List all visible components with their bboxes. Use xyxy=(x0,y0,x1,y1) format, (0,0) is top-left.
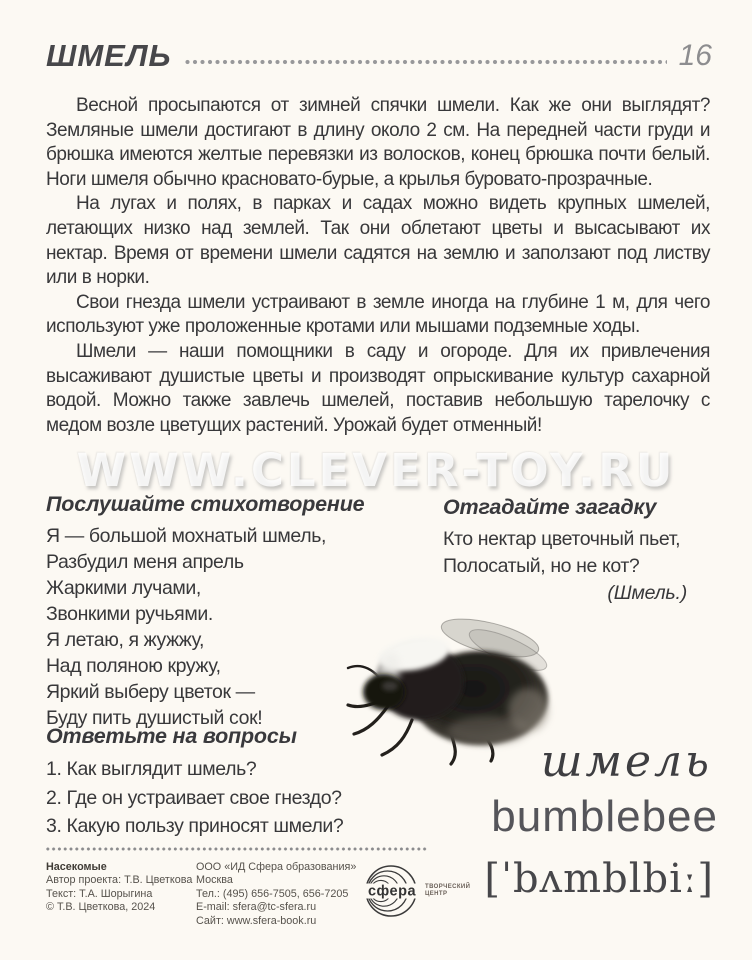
poem-heading: Послушайте стихотворение xyxy=(46,492,365,516)
footer-publisher xyxy=(196,861,362,928)
riddle-heading: Отгадайте загадку xyxy=(443,495,657,519)
questions-heading: Ответьте на вопросы xyxy=(46,724,297,748)
poem-line: Разбудил меня апрель xyxy=(46,551,244,573)
poem-section xyxy=(46,492,426,731)
poem-line: Я летаю, я жужжу, xyxy=(46,629,205,651)
footer-credit-line: © Т.В. Цветкова, 2024 xyxy=(46,901,156,914)
poem-line: Жаркими лучами, xyxy=(46,577,201,599)
riddle-answer: (Шмель.) xyxy=(607,582,687,604)
logo-caption: ТВОРЧЕСКИЙ ЦЕНТР xyxy=(425,884,471,897)
sfera-logo xyxy=(362,863,422,919)
vocab-russian-word: шмель xyxy=(540,736,712,787)
poem-line: Звонкими ручьями. xyxy=(46,603,213,625)
footer-credits xyxy=(46,861,196,915)
vocab-transcription: [ˈbʌmblbiː] xyxy=(484,856,714,902)
riddle-line: Кто нектар цветочный пьет, xyxy=(443,528,681,550)
poem-line: Я — большой мохнатый шмель, xyxy=(46,525,326,547)
article-paragraph: На лугах и полях, в парках и садах можно видеть крупных шмелей, летающих низко над землей. Так они облетают цветы и высасывают их нектар. Время от времени шмели садятся на землю и заползают под листву или в норки. xyxy=(46,193,710,289)
footer-credit-line: Текст: Т.А. Шорыгина xyxy=(46,887,153,900)
article-paragraph: Шмели — наши помощники в саду и огороде. Для их привлечения высаживают душистые цветы и производят опрыскивание культур сахарной водой. Можно также завлечь шмелей, поставив небольшую тарелочку с медом возле цветущих растений. Урожай будет отменный! xyxy=(46,340,710,436)
publisher-logo-block xyxy=(362,863,471,919)
footer-publisher-line: Сайт: www.sfera-book.ru xyxy=(196,914,317,927)
page-number: 16 xyxy=(678,39,712,72)
riddle-line: Полосатый, но не кот? xyxy=(443,555,640,577)
footer-publisher-line: Москва xyxy=(196,874,233,887)
poem-line: Над поляною кружу, xyxy=(46,655,221,677)
poem-line: Буду пить душистый сок! xyxy=(46,707,263,729)
footer-separator-dots xyxy=(46,847,428,851)
page-header xyxy=(46,40,712,71)
question-item: 3. Какую пользу приносят шмели? xyxy=(46,815,344,837)
riddle-section xyxy=(443,495,715,607)
poem-line: Яркий выберу цветок — xyxy=(46,681,255,703)
questions-section xyxy=(46,724,476,841)
footer-publisher-line: ООО «ИД Сфера образования» xyxy=(196,861,357,873)
footer-series-title: Насекомые xyxy=(46,861,107,873)
article-paragraph: Свои гнезда шмели устраивают в земле иногда на глубине 1 м, для чего используют уже проложенные кротами или мышами подземные ходы. xyxy=(46,291,710,338)
article-text xyxy=(46,94,710,438)
watermark: WWW.CLEVER-TOY.RU xyxy=(76,444,676,497)
question-item: 2. Где он устраивает свое гнездо? xyxy=(46,786,342,809)
footer-publisher-line: E-mail: sfera@tc-sfera.ru xyxy=(196,901,317,914)
title-leader-dots xyxy=(185,59,666,65)
footer-publisher-line: Тел.: (495) 656-7505, 656-7205 xyxy=(196,887,349,900)
article-paragraph: Весной просыпаются от зимней спячки шмели. Как же они выглядят? Земляные шмели достигают в длину около 2 см. На передней части груди и брюшка имеются желтые перевязки из волосков, конец брюшка почти белый. Ноги шмеля обычно красновато-бурые, а крылья буровато-прозрачные. xyxy=(46,95,710,190)
vocab-english-word: bumblebee xyxy=(491,792,718,841)
question-item: 1. Как выглядит шмель? xyxy=(46,758,257,780)
footer-credit-line: Автор проекта: Т.В. Цветкова xyxy=(46,874,193,887)
sfera-logo-text: сфера xyxy=(367,883,417,900)
page-title: ШМЕЛЬ xyxy=(46,38,172,73)
